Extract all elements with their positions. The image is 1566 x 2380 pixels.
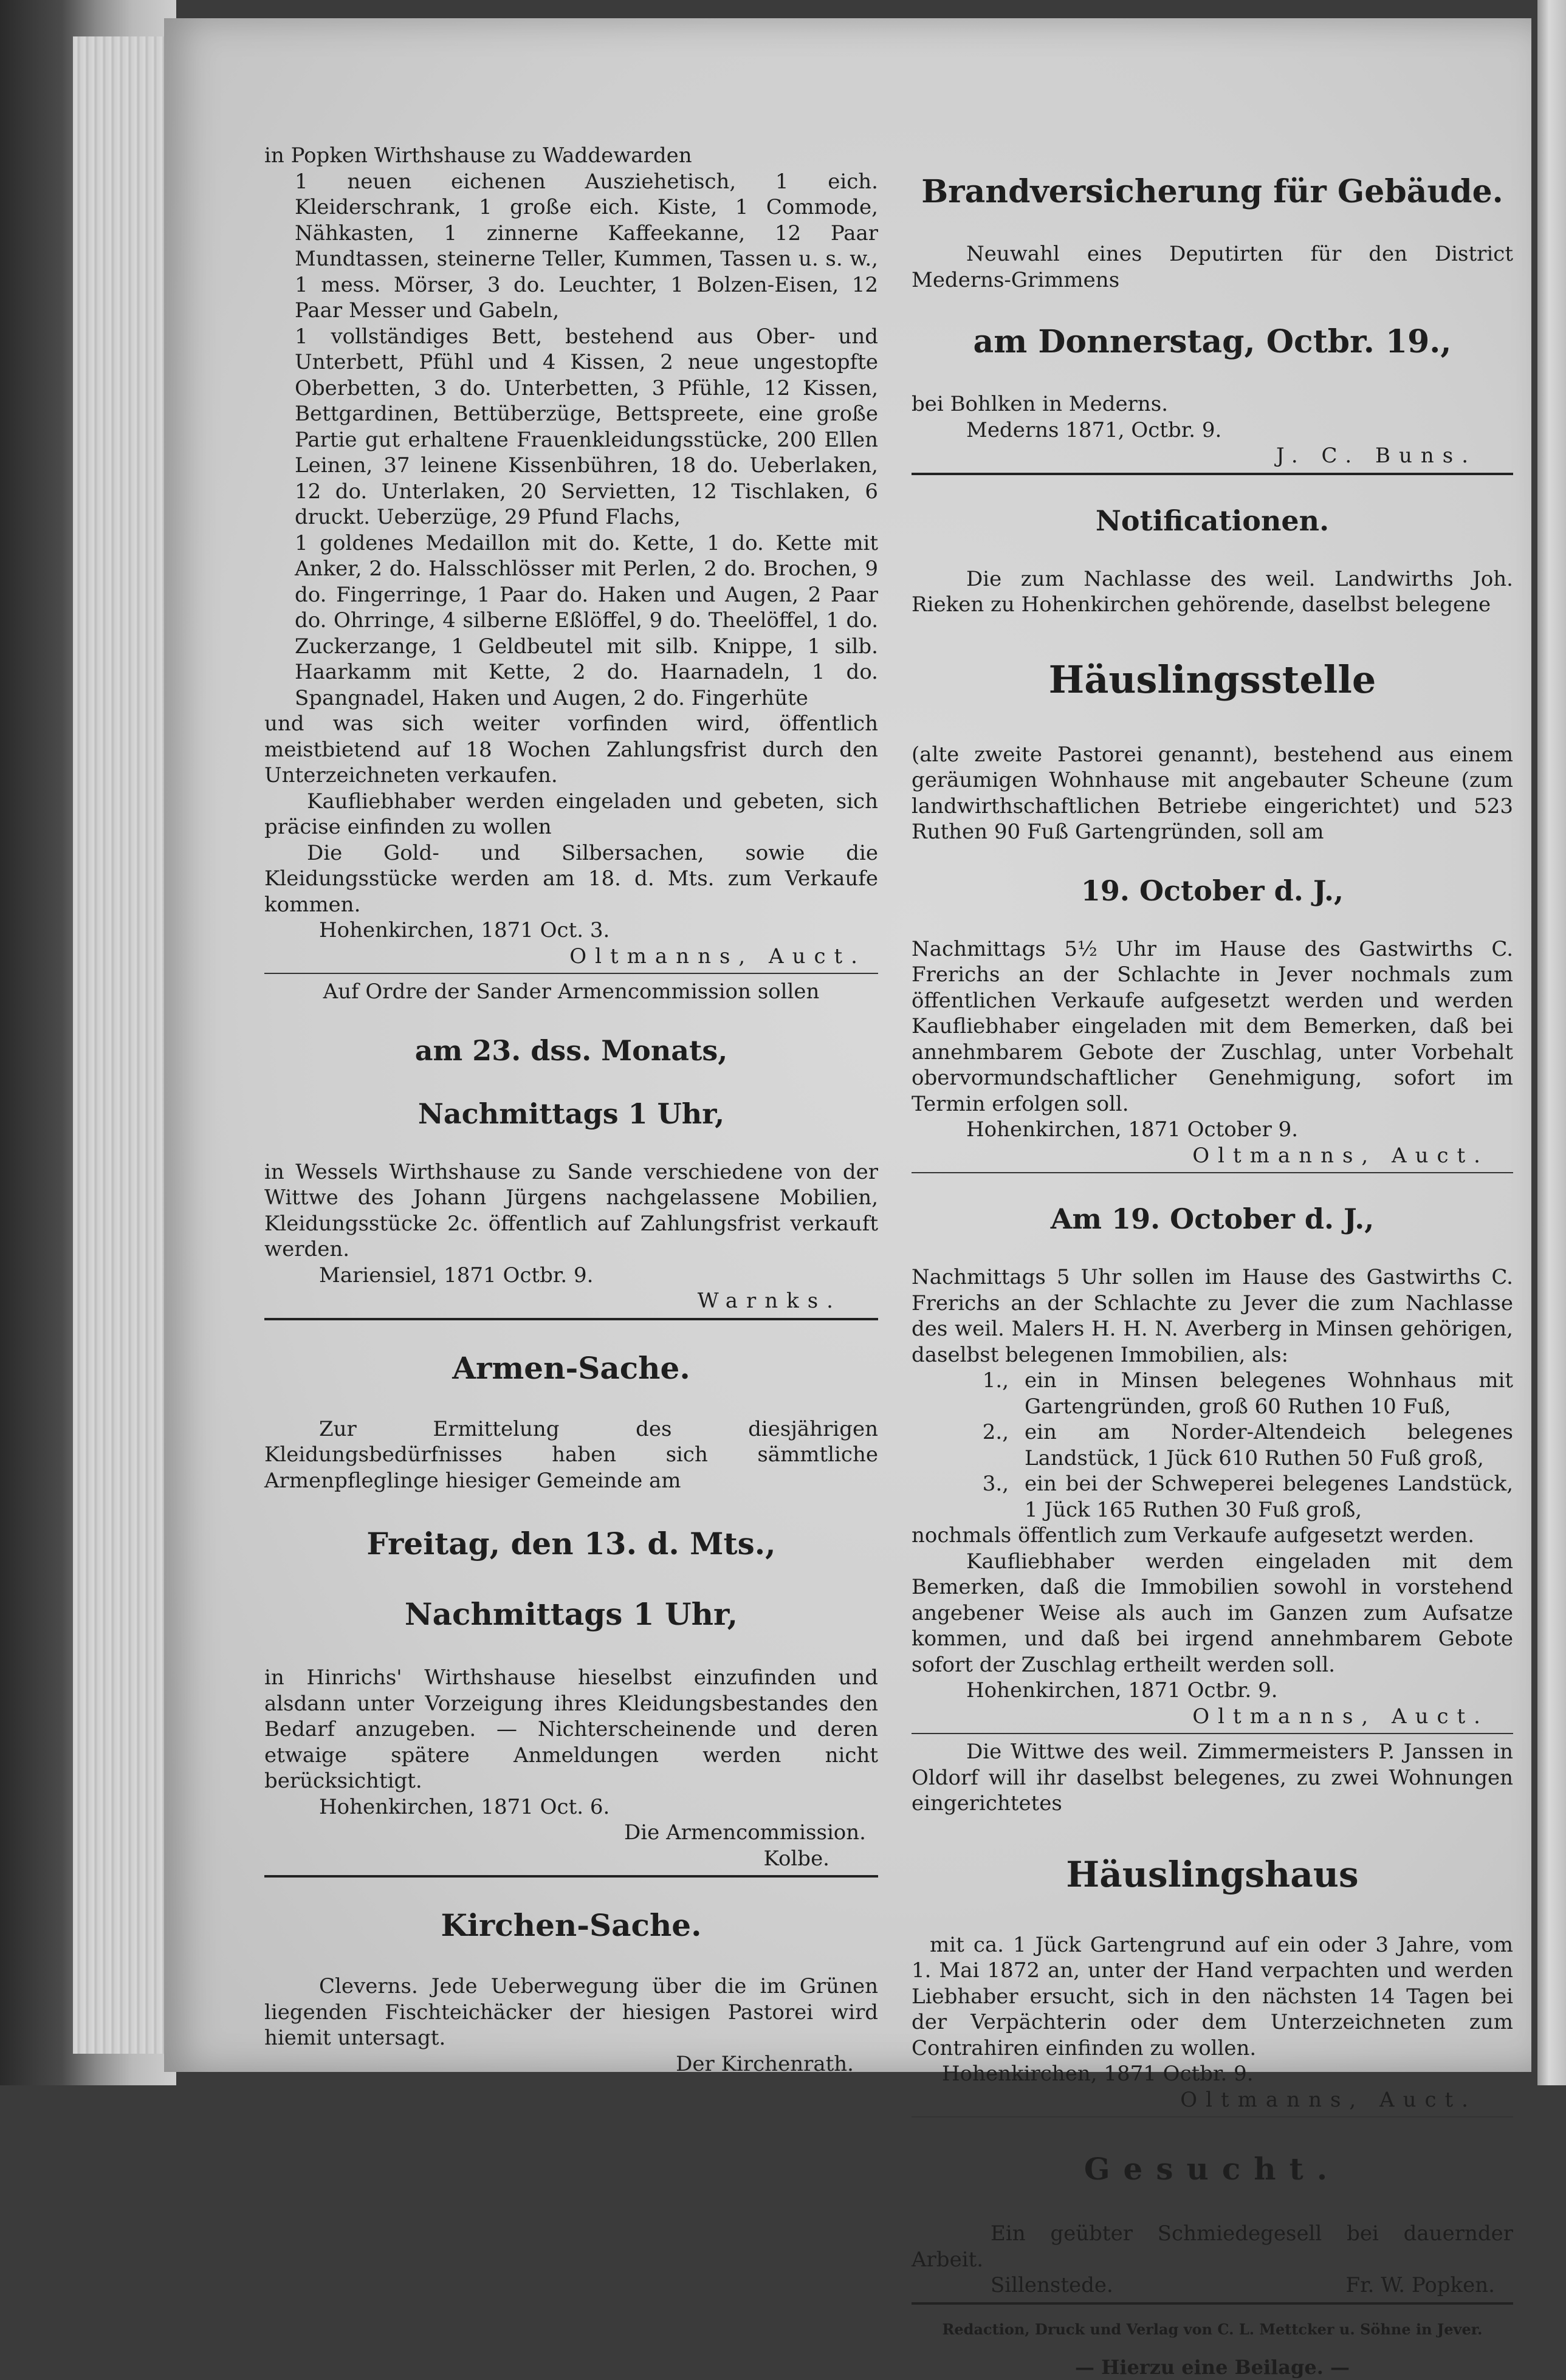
divider [912, 2116, 1513, 2118]
armen-time: Nachmittags 1 Uhr, [264, 1594, 878, 1634]
item-text: ein in Minsen belegenes Wohnhaus mit Gartengründen, groß 60 Ruthen 10 Fuß, [1025, 1368, 1513, 1419]
notif-body2: Nachmittags 5½ Uhr im Hause des Gastwirths C. Frerichs an der Schlachte in Jever nochmals zum öffentlichen Verkaufe aufgesetzt werden und werden Kaufliebhaber eingeladen mit dem Bemerken, daß bei annehmbarem Gebote der Zuschlag, unter Vorbehalt obervormundschaftlicher Genehmigung, sofort im Termin erfolgen soll. [912, 936, 1513, 1117]
averberg-notice [912, 1201, 1513, 1729]
auction-notice [264, 143, 878, 969]
armen-title: Armen-Sache. [264, 1351, 878, 1386]
janssen-place-date: Hohenkirchen, 1871 Octbr. 9. [912, 2061, 1513, 2087]
notif-date: 19. October d. J., [912, 873, 1513, 908]
sande-body: in Wessels Wirthshause zu Sande verschiedene von der Wittwe des Johann Jürgens nachgelassene Mobilien, Kleidungsstücke 2c. öffentlich auf Zahlungsfrist verkauft werden. [264, 1159, 878, 1263]
brand-date: am Donnerstag, Octbr. 19., [912, 324, 1513, 360]
notif-body: (alte zweite Pastorei genannt), bestehend aus einem geräumigen Wohnhause mit angebauter Scheune (zum landwirthschaftlichen Betriebe eingerichtet) und 523 Ruthen 90 Fuß Gartengründen, soll am [912, 742, 1513, 845]
armen-signature-name: Kolbe. [264, 1846, 878, 1872]
gesucht-signature: Fr. W. Popken. [1345, 2272, 1495, 2299]
brand-body: bei Bohlken in Mederns. [912, 391, 1513, 417]
janssen-notice [912, 1739, 1513, 2113]
kirchen-body: Cleverns. Jede Ueberwegung über die im Grünen liegenden Fischteichäcker der hiesigen Pastorei wird hiemit untersagt. [264, 1974, 878, 2051]
averberg-item [912, 1471, 1513, 1523]
notif-intro: Die zum Nachlasse des weil. Landwirths Joh. Rieken zu Hohenkirchen gehörende, daselbst belegene [912, 566, 1513, 618]
notif-notice [912, 503, 1513, 1169]
auction-intro: in Popken Wirthshause zu Waddewarden [264, 143, 878, 169]
divider [912, 1733, 1513, 1734]
sande-intro: Auf Ordre der Sander Armencommission sollen [264, 979, 878, 1005]
item-number: 3., [912, 1471, 1025, 1523]
brand-place-date: Mederns 1871, Octbr. 9. [912, 417, 1513, 444]
averberg-item [912, 1368, 1513, 1419]
armen-intro: Zur Ermittelung des diesjährigen Kleidungsbedürfnisses haben sich sämmtliche Armenpfleglinge hiesiger Gemeinde am [264, 1416, 878, 1494]
averberg-body2: Kaufliebhaber werden eingeladen mit dem Bemerken, daß die Immobilien sowohl in vorstehend angebener Weise als auch im Ganzen zum Aufsatze kommen, und daß bei irgend annehmbarem Gebote sofort der Zuschlag ertheilt werden soll. [912, 1549, 1513, 1678]
averberg-intro: Nachmittags 5 Uhr sollen im Hause des Gastwirths C. Frerichs an der Schlachte zu Jever die zum Nachlasse des weil. Malers H. H. N. Averberg in Minsen gehörigen, daselbst belegenen Immobilien, als: [912, 1264, 1513, 1368]
averberg-place-date: Hohenkirchen, 1871 Octbr. 9. [912, 1678, 1513, 1704]
item-text: ein bei der Schweperei belegenes Landstück, 1 Jück 165 Ruthen 30 Fuß groß, [1025, 1471, 1513, 1523]
notif-signature: Oltmanns, Auct. [912, 1143, 1513, 1169]
brand-signature: J. C. Buns. [912, 443, 1513, 469]
auction-body3: Die Gold- und Silbersachen, sowie die Kleidungsstücke werden am 18. d. Mts. zum Verkaufe kommen. [264, 840, 878, 918]
gesucht-body: Ein geübter Schmiedegesell bei dauernder Arbeit. [912, 2221, 1513, 2272]
janssen-signature: Oltmanns, Auct. [912, 2087, 1513, 2113]
gesucht-title: Gesucht. [912, 2148, 1513, 2190]
imprint: Redaction, Druck und Verlag von C. L. Mettcker u. Söhne in Jever. [912, 2319, 1513, 2340]
left-column [264, 143, 878, 2077]
averberg-title: Am 19. October d. J., [912, 1201, 1513, 1236]
armen-notice [264, 1351, 878, 1872]
auction-item: 1 goldenes Medaillon mit do. Kette, 1 do. Kette mit Anker, 2 do. Halsschlösser mit Perlen, 2 do. Brochen, 9 do. Fingerringe, 1 Paar do. Haken und Augen, 2 Paar do. Ohrringe, 4 silberne Eßlöffel, 9 do. Theelöffel, 1 do. Zuckerzange, 1 Geldbeutel mit silb. Knippe, 1 silb. Haarkamm mit Kette, 2 do. Haarnadeln, 1 do. Spangnadel, Haken und Augen, 2 do. Fingerhüte [264, 530, 878, 712]
brand-intro: Neuwahl eines Deputirten für den District Mederns-Grimmens [912, 241, 1513, 293]
sande-time: Nachmittags 1 Uhr, [264, 1096, 878, 1131]
right-column [912, 143, 1513, 2380]
gesucht-place: Sillenstede. [991, 2272, 1113, 2299]
divider [264, 1318, 878, 1320]
item-number: 1., [912, 1368, 1025, 1419]
kirchen-signature: Der Kirchenrath. [264, 2051, 878, 2077]
averberg-signature: Oltmanns, Auct. [912, 1704, 1513, 1730]
notif-headline: Häuslingsstelle [912, 656, 1513, 704]
item-number: 2., [912, 1419, 1025, 1471]
sande-notice [264, 979, 878, 1314]
divider [264, 1875, 878, 1878]
item-text: ein am Norder-Altendeich belegenes Landstück, 1 Jück 610 Ruthen 50 Fuß groß, [1025, 1419, 1513, 1471]
notif-place-date: Hohenkirchen, 1871 October 9. [912, 1117, 1513, 1143]
auction-body: und was sich weiter vorfinden wird, öffentlich meistbietend auf 18 Wochen Zahlungsfrist durch den Unterzeichneten verkaufen. [264, 711, 878, 789]
kirchen-title: Kirchen-Sache. [264, 1908, 878, 1943]
divider [912, 1172, 1513, 1173]
averberg-body: nochmals öffentlich zum Verkaufe aufgesetzt werden. [912, 1523, 1513, 1549]
averberg-item [912, 1419, 1513, 1471]
auction-item: 1 neuen eichenen Ausziehetisch, 1 eich. Kleiderschrank, 1 große eich. Kiste, 1 Commode, Nähkasten, 1 zinnerne Kaffeekanne, 12 Paar Mundtassen, steinerne Teller, Kummen, Tassen u. s. w., 1 mess. Mörser, 3 do. Leuchter, 1 Bolzen-Eisen, 12 Paar Messer und Gabeln, [264, 169, 878, 324]
sande-place-date: Mariensiel, 1871 Octbr. 9. [264, 1263, 878, 1289]
divider [912, 2302, 1513, 2305]
auction-body2: Kaufliebhaber werden eingeladen und gebeten, sich präcise einfinden zu wollen [264, 789, 878, 840]
auction-signature: Oltmanns, Auct. [264, 944, 878, 970]
supplement-note: — Hierzu eine Beilage. — [912, 2354, 1513, 2380]
armen-body: in Hinrichs' Wirthshause hieselbst einzufinden und alsdann unter Vorzeigung ihres Kleidungsbestandes den Bedarf anzugeben. — Nichterscheinende und deren etwaige spätere Anmeldungen werden nicht berücksichtigt. [264, 1665, 878, 1794]
auction-item: 1 vollständiges Bett, bestehend aus Ober- und Unterbett, Pfühl und 4 Kissen, 2 neue ungestopfte Oberbetten, 3 do. Unterbetten, 3 Pfühle, 12 Kissen, Bettgardinen, Bettüberzüge, Bettspreete, eine große Partie gut erhaltene Frauenkleidungsstücke, 200 Ellen Leinen, 37 leinene Kissenbühren, 18 do. Ueberlaken, 12 do. Unterlaken, 20 Servietten, 12 Tischlaken, 6 druckt. Ueberzüge, 29 Pfund Flachs, [264, 324, 878, 530]
armen-signature: Die Armencommission. [264, 1820, 878, 1846]
armen-place-date: Hohenkirchen, 1871 Oct. 6. [264, 1794, 878, 1820]
brand-notice [912, 174, 1513, 469]
divider [912, 473, 1513, 475]
sande-date: am 23. dss. Monats, [264, 1033, 878, 1068]
janssen-body: mit ca. 1 Jück Gartengrund auf ein oder 3 Jahre, vom 1. Mai 1872 an, unter der Hand verpachten und werden Liebhaber ersucht, sich in den nächsten 14 Tagen bei der Verpächterin oder dem Unterzeichneten zum Contrahiren einfinden zu wollen. [912, 1932, 1513, 2062]
kirchen-notice [264, 1908, 878, 2077]
janssen-headline: Häuslingshaus [912, 1852, 1513, 1897]
divider [264, 973, 878, 974]
next-page-edge [1537, 0, 1566, 2085]
notif-title: Notificationen. [912, 503, 1513, 538]
janssen-intro: Die Wittwe des weil. Zimmermeisters P. Janssen in Oldorf will ihr daselbst belegenes, zu zwei Wohnungen eingerichtetes [912, 1739, 1513, 1817]
brand-title: Brandversicherung für Gebäude. [912, 174, 1513, 210]
armen-date: Freitag, den 13. d. Mts., [264, 1524, 878, 1564]
auction-place-date: Hohenkirchen, 1871 Oct. 3. [264, 917, 878, 944]
gesucht-notice [912, 2148, 1513, 2299]
sande-signature: Warnks. [264, 1288, 878, 1314]
